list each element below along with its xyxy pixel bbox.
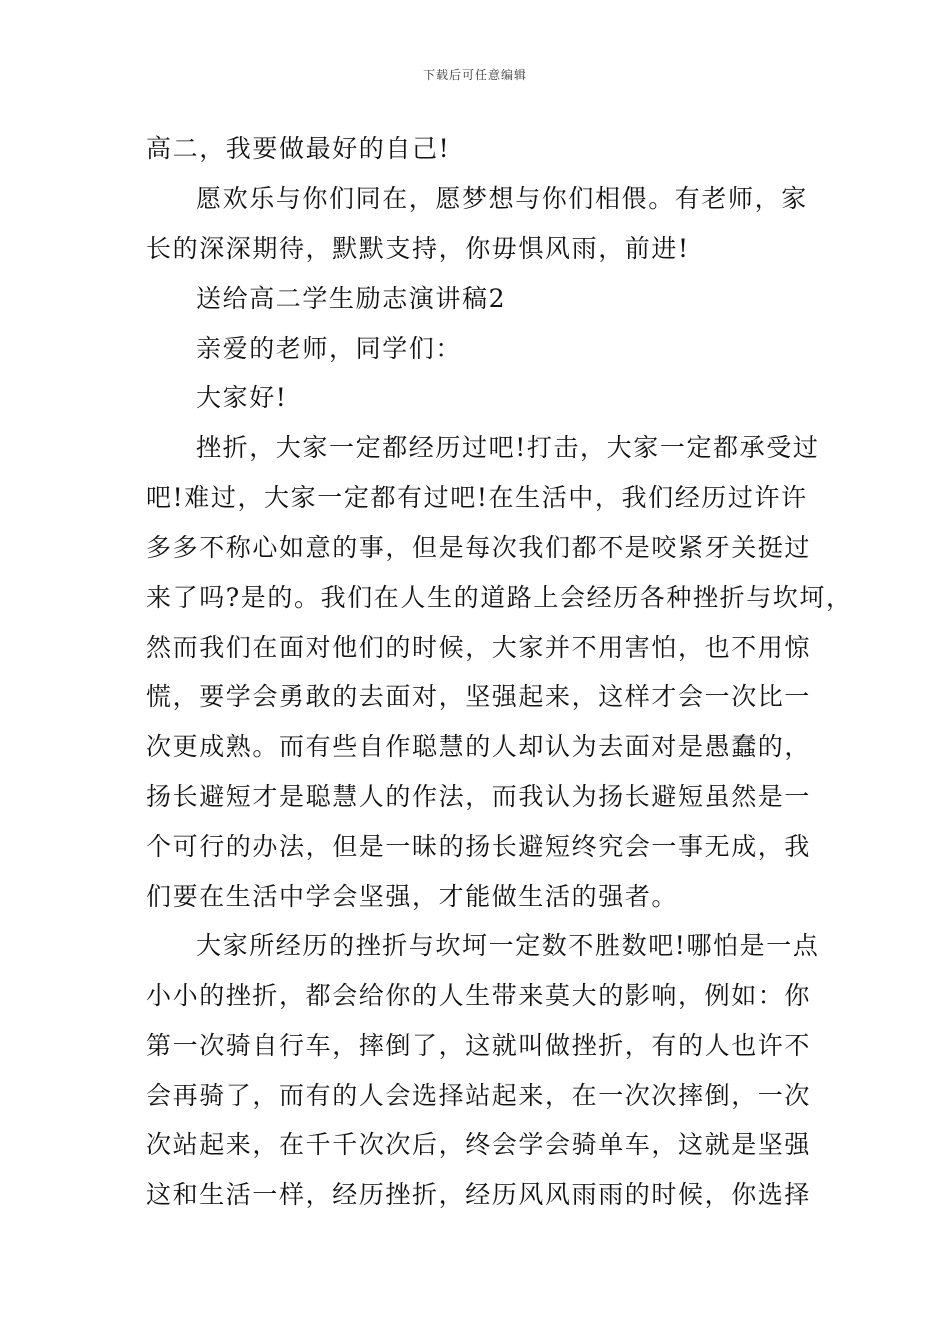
text-line: 吧!难过，大家一定都有过吧!在生活中，我们经历过许许 — [146, 483, 808, 512]
text-line: 来了吗?是的。我们在人生的道路上会经历各种挫折与坎坷， — [146, 583, 853, 612]
section-heading: 送给高二学生励志演讲稿2 — [196, 284, 507, 313]
text-line: 多多不称心如意的事，但是每次我们都不是咬紧牙关挺过 — [146, 533, 812, 562]
text-line: 会再骑了，而有的人会选择站起来，在一次次摔倒，一次 — [146, 1081, 812, 1110]
text-line: 长的深深期待，默默支持，你毋惧风雨，前进! — [146, 234, 690, 263]
text-line: 亲爱的老师，同学们： — [196, 334, 463, 363]
text-line: 挫折，大家一定都经历过吧!打击，大家一定都承受过 — [196, 433, 820, 462]
text-line: 次更成熟。而有些自作聪慧的人却认为去面对是愚蠢的， — [146, 732, 812, 761]
text-line: 慌，要学会勇敢的去面对，坚强起来，这样才会一次比一 — [146, 682, 812, 711]
text-line: 次站起来，在千千次次后，终会学会骑单车，这就是坚强 — [146, 1130, 812, 1159]
text-line: 第一次骑自行车，摔倒了，这就叫做挫折，有的人也许不 — [146, 1031, 812, 1060]
text-line: 大家所经历的挫折与坎坷一定数不胜数吧!哪怕是一点 — [196, 931, 820, 960]
text-line: 扬长避短才是聪慧人的作法，而我认为扬长避短虽然是一 — [146, 782, 812, 811]
text-line: 然而我们在面对他们的时候，大家并不用害怕，也不用惊 — [146, 633, 812, 662]
text-line: 愿欢乐与你们同在，愿梦想与你们相偎。有老师，家 — [196, 184, 808, 213]
text-line: 个可行的办法，但是一昧的扬长避短终究会一事无成，我 — [146, 832, 812, 861]
page-header: 下载后可任意编辑 — [422, 68, 527, 82]
text-line: 高二，我要做最好的自己! — [146, 134, 451, 163]
text-line: 们要在生活中学会坚强，才能做生活的强者。 — [146, 882, 679, 911]
text-line: 这和生活一样，经历挫折，经历风风雨雨的时候，你选择 — [146, 1180, 812, 1209]
text-line: 小小的挫折，都会给你的人生带来莫大的影响，例如：你 — [146, 981, 812, 1010]
text-line: 大家好! — [196, 383, 288, 412]
